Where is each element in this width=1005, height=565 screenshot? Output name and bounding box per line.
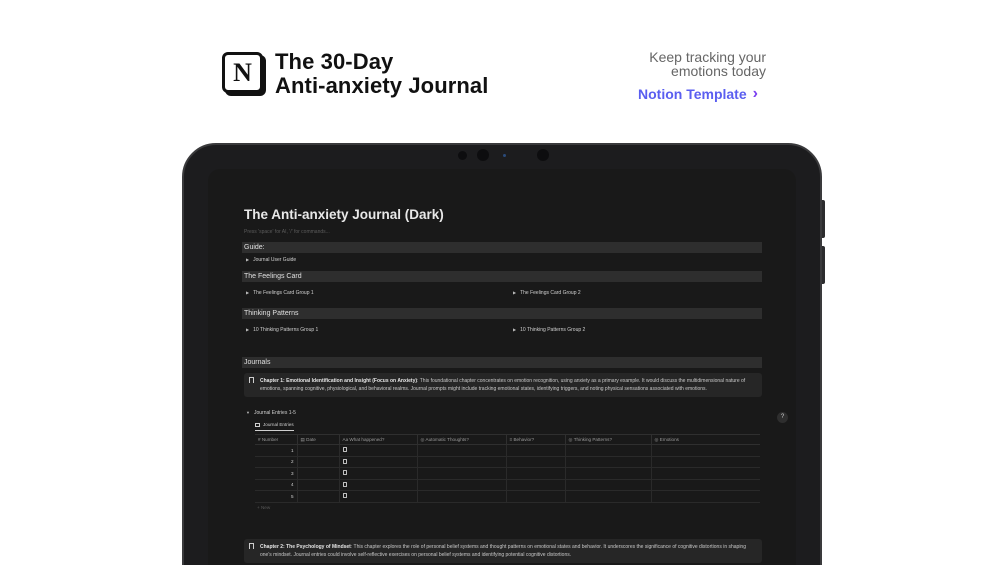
product-title: The 30-Day Anti-anxiety Journal (275, 49, 489, 98)
database-view-tab[interactable]: Journal Entries (255, 422, 294, 431)
toggle-feelings-group-1[interactable]: ▶ The Feelings Card Group 1 (246, 290, 314, 296)
triangle-right-icon: ▶ (513, 327, 517, 332)
chapter-1-callout[interactable]: Chapter 1: Emotional Identification and Insight (Focus on Anxiety): This foundational chapter concentrates on emotion recognition, using anxiety as a primary example. It would discuss the multidimensional nature of emotions, spanning cognitive, physiological, and behavioral realms. Journal prompts might include tracking emotional states, identifying triggers, and noting physical sensations associated with emotions. (244, 373, 762, 397)
page-title: The Anti-anxiety Journal (Dark) (244, 207, 444, 222)
column-header-thinking-patterns[interactable]: ◎ Thinking Patterns? (565, 435, 651, 445)
camera-icon (458, 151, 467, 160)
journals-heading: Journals (242, 357, 762, 368)
volume-button (822, 200, 825, 238)
column-header-number[interactable]: # Number (255, 435, 297, 445)
page-icon (343, 482, 347, 487)
column-header-automatic-thoughts[interactable]: ◎ Automatic Thoughts? (417, 435, 506, 445)
camera-icon (477, 149, 489, 161)
toggle-journal-user-guide[interactable]: ▶ Journal User Guide (246, 257, 297, 263)
table-row[interactable] (255, 456, 760, 468)
table-row[interactable] (255, 491, 760, 503)
notion-logo: N (222, 52, 263, 93)
thinking-heading: Thinking Patterns (242, 308, 762, 319)
column-header-date[interactable]: ▤ Date (297, 435, 339, 445)
title-cell[interactable] (339, 468, 417, 480)
notion-page (208, 169, 796, 565)
date-cell[interactable] (297, 456, 339, 468)
column-header-behavior[interactable]: ≡ Behavior? (506, 435, 565, 445)
number-cell[interactable]: 3 (255, 468, 297, 480)
page-icon (343, 470, 347, 475)
sensor-icon (503, 154, 506, 157)
journal-entries-table (255, 434, 760, 503)
number-cell[interactable]: 5 (255, 491, 297, 503)
number-cell[interactable]: 2 (255, 456, 297, 468)
toggle-journal-entries[interactable]: ▼ Journal Entries 1-5 (246, 410, 296, 416)
page-icon (343, 459, 347, 464)
number-cell[interactable]: 1 (255, 445, 297, 457)
camera-icon (537, 149, 549, 161)
title-cell[interactable] (339, 456, 417, 468)
feelings-heading: The Feelings Card (242, 271, 762, 282)
guide-heading: Guide: (242, 242, 762, 253)
new-row-button[interactable]: + New (257, 505, 271, 510)
number-cell[interactable]: 4 (255, 479, 297, 491)
page-icon (343, 447, 347, 452)
title-cell[interactable] (339, 445, 417, 457)
date-cell[interactable] (297, 445, 339, 457)
triangle-right-icon: ▶ (246, 257, 250, 262)
date-cell[interactable] (297, 491, 339, 503)
table-header-row (255, 435, 760, 445)
page-icon (343, 493, 347, 498)
tagline: Keep tracking your emotions today (649, 49, 766, 79)
table-icon (255, 423, 260, 427)
chevron-right-icon: › (752, 85, 758, 102)
table-row[interactable] (255, 479, 760, 491)
bookmark-icon (249, 543, 254, 549)
notion-template-link[interactable]: Notion Template › (638, 85, 758, 102)
toggle-thinking-group-2[interactable]: ▶ 10 Thinking Patterns Group 2 (513, 327, 586, 333)
title-cell[interactable] (339, 491, 417, 503)
volume-button (822, 246, 825, 284)
table-row[interactable] (255, 445, 760, 457)
chapter-2-callout[interactable]: Chapter 2: The Psychology of Mindset: This chapter explores the role of personal belief systems and thought patterns on emotional states and behavior. It underscores the significance of cognitive distortions in shaping one's mindset. Journal entries could involve self-reflective exercises on personal belief systems and identifying potential cognitive distortions. (244, 539, 762, 563)
table-row[interactable] (255, 468, 760, 480)
date-cell[interactable] (297, 479, 339, 491)
column-header-emotions[interactable]: ◎ Emotions (651, 435, 760, 445)
column-header-what-happened[interactable]: Aa What happened? (339, 435, 417, 445)
triangle-right-icon: ▶ (246, 290, 250, 295)
triangle-right-icon: ▶ (246, 327, 250, 332)
triangle-down-icon: ▼ (246, 410, 250, 415)
editor-hint[interactable]: Press 'space' for AI, '/' for commands... (244, 229, 330, 235)
toggle-feelings-group-2[interactable]: ▶ The Feelings Card Group 2 (513, 290, 581, 296)
title-cell[interactable] (339, 479, 417, 491)
bookmark-icon (249, 377, 254, 383)
date-cell[interactable] (297, 468, 339, 480)
help-button[interactable]: ? (777, 412, 788, 423)
toggle-thinking-group-1[interactable]: ▶ 10 Thinking Patterns Group 1 (246, 327, 319, 333)
triangle-right-icon: ▶ (513, 290, 517, 295)
